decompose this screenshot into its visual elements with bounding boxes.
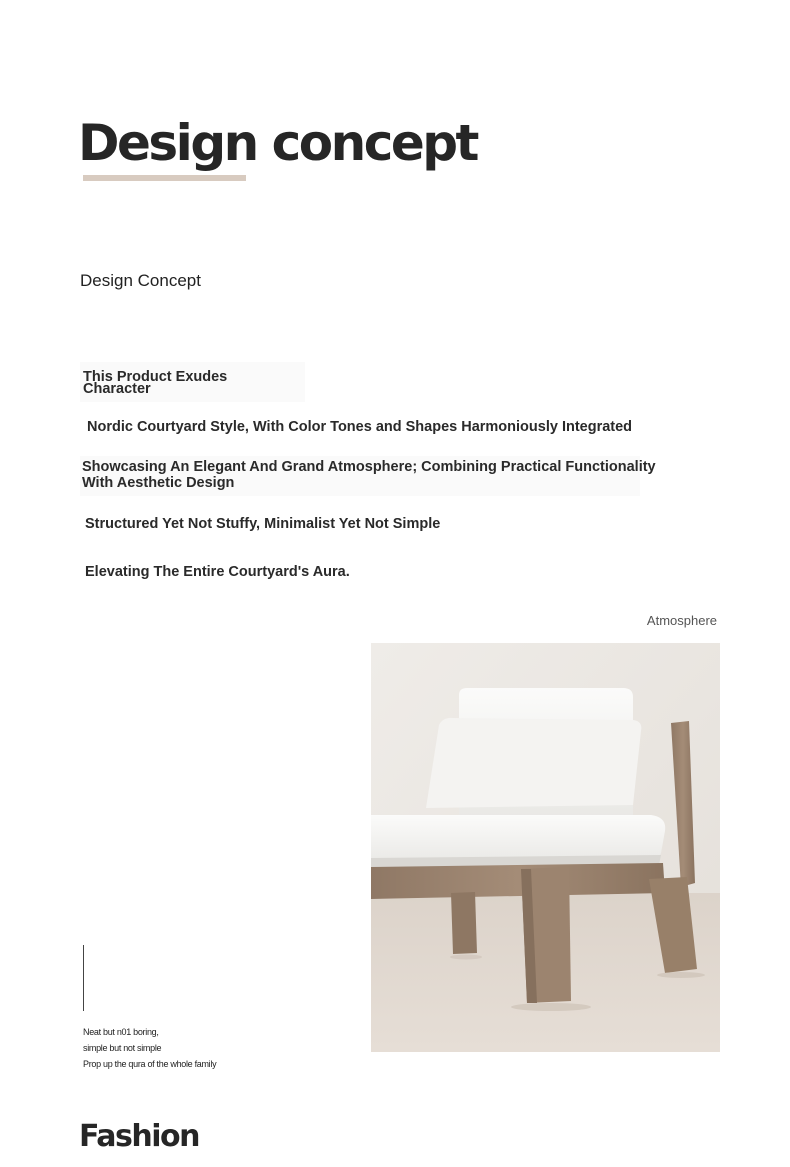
- section-subheading: Design Concept: [80, 271, 201, 290]
- character-text: [83, 369, 227, 397]
- tagline-line-3: Prop up the qura of the whole family: [83, 1059, 217, 1069]
- structured-text: Structured Yet Not Stuffy, Minimalist Yet Not Simple: [85, 516, 441, 532]
- fashion-section-title: Fashion: [79, 1119, 199, 1154]
- title-underline: [83, 175, 246, 181]
- elevating-text: Elevating The Entire Courtyard's Aura.: [85, 564, 350, 580]
- showcasing-line-1: Showcasing An Elegant And Grand Atmosphere; Combining Practical Functionality: [82, 459, 656, 475]
- tagline-line-2: simple but not simple: [83, 1043, 162, 1053]
- page-title: Design concept: [78, 114, 477, 172]
- tagline-line-1: Neat but n01 boring,: [83, 1027, 159, 1037]
- character-line-2: Character: [83, 381, 151, 397]
- lounge-chair-photo: [371, 643, 720, 1052]
- showcasing-text: [82, 459, 656, 491]
- showcasing-line-2: With Aesthetic Design: [82, 475, 235, 491]
- vertical-divider: [83, 945, 84, 1011]
- atmosphere-label: Atmosphere: [646, 613, 717, 628]
- character-line-1: This Product Exudes: [83, 369, 228, 385]
- nordic-style-text: Nordic Courtyard Style, With Color Tones and Shapes Harmoniously Integrated: [87, 419, 633, 435]
